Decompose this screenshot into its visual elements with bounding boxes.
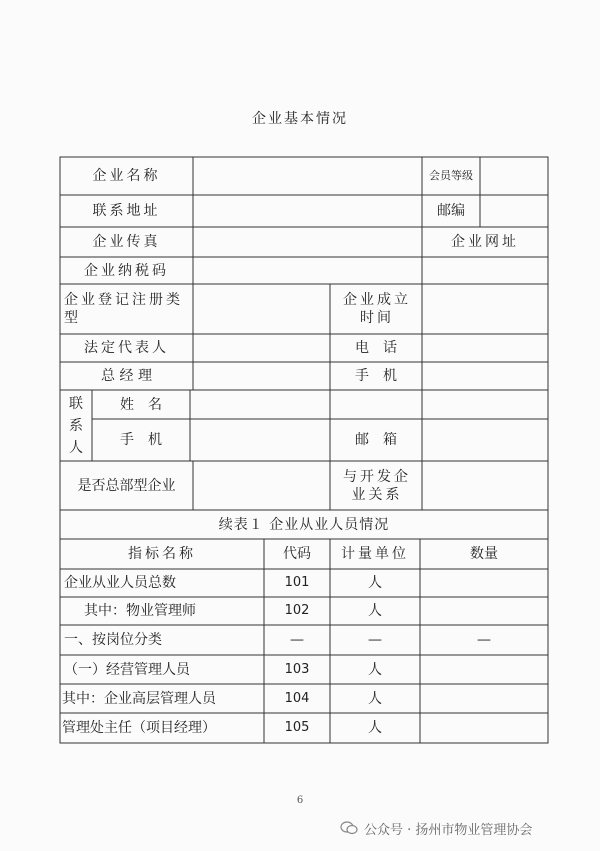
table-row-name: 其中：物业管理师 xyxy=(84,603,196,619)
website-field[interactable] xyxy=(422,257,548,284)
company-name-field[interactable] xyxy=(193,157,422,195)
mobile-field[interactable] xyxy=(422,362,548,390)
table-row-code: 103 xyxy=(284,661,310,677)
tax-id-label: 企业纳税码 xyxy=(84,262,169,279)
member-level-field[interactable] xyxy=(480,157,548,195)
legal-rep-field[interactable] xyxy=(193,334,330,362)
header-unit: 计量单位 xyxy=(341,546,409,562)
table-row-unit: 人 xyxy=(368,603,382,619)
developer-relation-label: 与开发企业关系 xyxy=(343,468,411,503)
contact-mobile-label: 手 机 xyxy=(120,432,162,448)
header-quantity: 数量 xyxy=(470,546,498,562)
address-label: 联系地址 xyxy=(92,203,161,219)
table-row-quantity[interactable] xyxy=(420,684,548,713)
established-label: 企业成立时间 xyxy=(343,292,411,326)
table-row-unit: 人 xyxy=(368,690,382,707)
table-row-name: 管理处主任（项目经理） xyxy=(62,720,216,736)
contact-person-label: 联系人 xyxy=(69,395,83,456)
email-label: 邮 箱 xyxy=(355,432,397,448)
phone-label: 电 话 xyxy=(355,340,397,356)
fax-label: 企业传真 xyxy=(92,234,161,250)
table-row-unit: 人 xyxy=(368,661,382,678)
table-row-name: 其中：企业高层管理人员 xyxy=(62,690,216,707)
table-row-quantity[interactable] xyxy=(420,713,548,743)
fax-field[interactable] xyxy=(193,227,422,257)
registration-type-label: 企业登记注册类型 xyxy=(64,292,183,326)
tax-id-field[interactable] xyxy=(193,257,422,284)
contact-name-field[interactable] xyxy=(190,390,548,419)
member-level-label: 会员等级 xyxy=(429,169,473,182)
table-row-code: 104 xyxy=(284,690,310,706)
header-indicator-name: 指标名称 xyxy=(128,546,196,562)
table-row-code: — xyxy=(290,632,304,648)
phone-field[interactable] xyxy=(422,334,548,362)
table-row-code: 105 xyxy=(284,720,310,735)
contact-mobile-field[interactable] xyxy=(190,419,330,461)
is-hq-field[interactable] xyxy=(193,461,330,510)
table-row-unit: 人 xyxy=(368,575,382,591)
table-row-unit: 人 xyxy=(368,720,382,736)
table-row-quantity[interactable] xyxy=(420,597,548,625)
postcode-label: 邮编 xyxy=(437,203,465,219)
established-field[interactable] xyxy=(422,284,548,334)
table-row-unit: — xyxy=(368,632,382,648)
table-row-quantity: — xyxy=(477,632,491,648)
mobile-label: 手 机 xyxy=(355,368,397,384)
address-field[interactable] xyxy=(193,195,422,227)
table-row-code: 101 xyxy=(284,575,310,590)
general-manager-label: 总 经 理 xyxy=(101,368,152,384)
developer-relation-field[interactable] xyxy=(422,461,548,510)
staff-table-title: 续表１ 企业从业人员情况 xyxy=(218,516,390,533)
page-number: 6 xyxy=(296,795,304,806)
document-title: 企业基本情况 xyxy=(252,111,348,127)
header-code: 代码 xyxy=(283,546,311,562)
company-name-label: 企业名称 xyxy=(92,168,161,184)
table-row-name: 企业从业人员总数 xyxy=(64,575,176,591)
table-row-quantity[interactable] xyxy=(420,655,548,684)
website-label: 企业网址 xyxy=(451,234,519,250)
table-row-code: 102 xyxy=(284,603,310,618)
wechat-icon xyxy=(340,821,358,835)
email-field[interactable] xyxy=(422,419,548,461)
table-row-name: 一、按岗位分类 xyxy=(64,632,162,648)
table-row-name: （一）经营管理人员 xyxy=(64,661,190,678)
general-manager-field[interactable] xyxy=(193,362,330,390)
legal-rep-label: 法定代表人 xyxy=(84,340,169,356)
registration-type-field[interactable] xyxy=(193,284,330,334)
watermark-text: 公众号 · 扬州市物业管理协会 xyxy=(364,822,533,838)
wechat-watermark xyxy=(340,818,532,838)
contact-name-label: 姓 名 xyxy=(120,396,162,413)
is-hq-label: 是否总部型企业 xyxy=(77,477,176,494)
table-row-quantity[interactable] xyxy=(420,569,548,597)
postcode-field[interactable] xyxy=(480,195,548,227)
